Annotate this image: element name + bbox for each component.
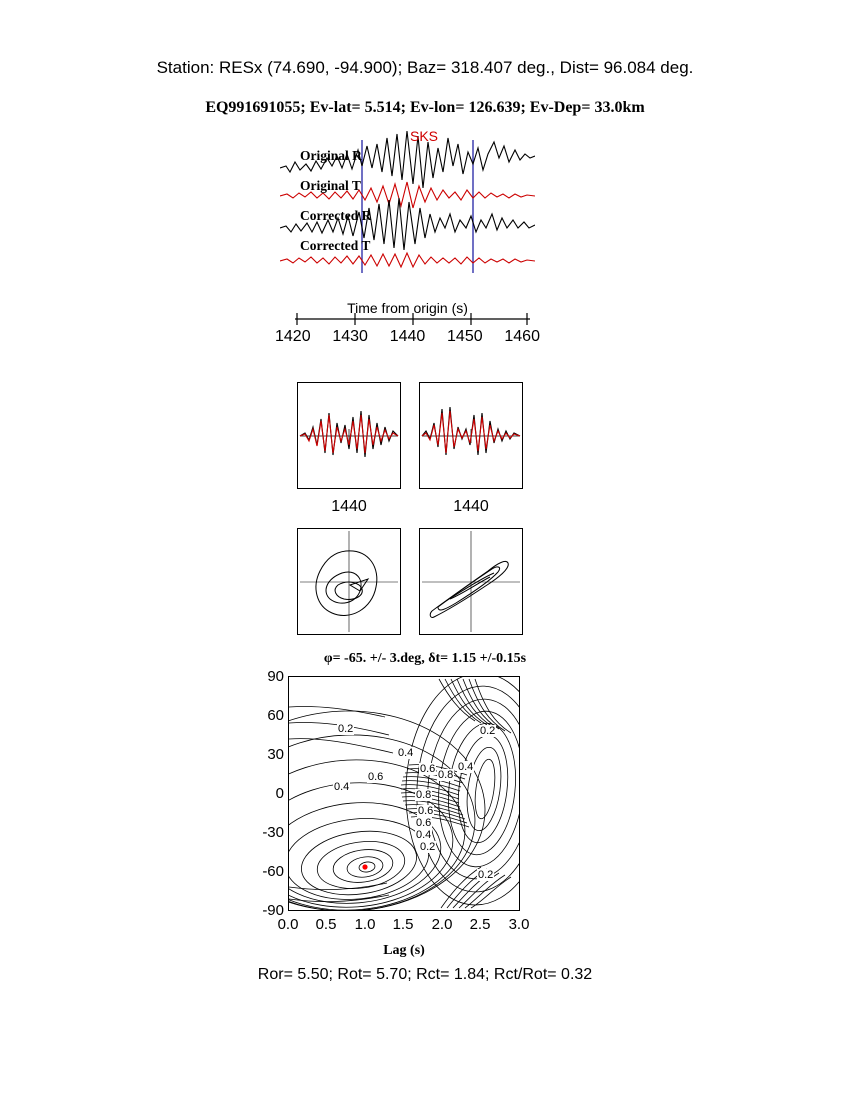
corrected-window-left-plot xyxy=(298,383,400,488)
contour-label-14: 0.2 xyxy=(478,869,494,881)
y-tick-90: 90 xyxy=(267,668,284,685)
contour-plot xyxy=(288,676,520,911)
time-tick-2: 1440 xyxy=(389,328,426,345)
contour-label-7: 0.8 xyxy=(438,769,454,781)
contour-label-5: 0.2 xyxy=(480,725,496,737)
contour-xlabel: Lag (s) xyxy=(383,943,425,958)
time-axis xyxy=(275,300,540,360)
x-tick-1: 0.5 xyxy=(315,916,337,933)
contour-label-4: 0.4 xyxy=(458,761,474,773)
contour-label-8: 0.6 xyxy=(418,805,434,817)
time-tick-0: 1420 xyxy=(275,328,311,345)
corrected-window-right-plot xyxy=(420,383,522,488)
contour-label-9: 0.4 xyxy=(334,781,350,793)
contour-label-6: 0.6 xyxy=(420,763,436,775)
particle-motion-after-panel xyxy=(419,528,523,635)
y-tick-30: 30 xyxy=(267,746,284,763)
contour-label-1: 0.2 xyxy=(338,723,354,735)
particle-motion-before-panel xyxy=(297,528,401,635)
time-axis-label: Time from origin (s) xyxy=(347,300,468,316)
trace-corrected-t xyxy=(280,253,535,267)
minimum-marker xyxy=(362,864,367,869)
time-tick-4: 1460 xyxy=(504,328,540,345)
waveform-panel xyxy=(280,128,535,318)
phase-label-sks: SKS xyxy=(410,128,439,144)
particle-motion-after-plot xyxy=(420,529,522,634)
corrected-window-left-panel xyxy=(297,382,401,489)
contour-label-10: 0.8 xyxy=(416,789,432,801)
footer-stats: Ror= 5.50; Rot= 5.70; Rct= 1.84; Rct/Rot= 0.32 xyxy=(257,966,593,983)
contour-x-tick-labels xyxy=(258,916,550,936)
waveform-label-corrected-r: Corrected R xyxy=(300,208,372,223)
corrected-window-left-caption: 1440 xyxy=(331,498,367,515)
corrected-window-right-caption: 1440 xyxy=(453,498,489,515)
x-tick-3: 1.5 xyxy=(392,916,414,933)
x-tick-5: 2.5 xyxy=(469,916,491,933)
event-subtitle: EQ991691055; Ev-lat= 5.514; Ev-lon= 126.639; Ev-Dep= 33.0km xyxy=(205,99,645,116)
contour-label-2: 0.4 xyxy=(398,747,414,759)
y-tick-m30: -30 xyxy=(262,824,284,841)
x-tick-4: 2.0 xyxy=(431,916,453,933)
y-tick-60: 60 xyxy=(267,707,284,724)
x-tick-2: 1.0 xyxy=(354,916,376,933)
waveform-label-original-r: Original R xyxy=(300,148,362,163)
y-tick-0: 0 xyxy=(275,785,284,802)
contour-title: φ= -65. +/- 3.deg, δt= 1.15 +/-0.15s xyxy=(323,651,527,666)
corrected-window-right-panel xyxy=(419,382,523,489)
time-tick-3: 1450 xyxy=(447,328,483,345)
page-title: Station: RESx (74.690, -94.900); Baz= 318.407 deg., Dist= 96.084 deg. xyxy=(156,58,694,77)
x-tick-6: 3.0 xyxy=(508,916,530,933)
waveform-label-original-t: Original T xyxy=(300,178,361,193)
contour-y-tick-labels xyxy=(244,668,284,919)
time-axis-tick-labels xyxy=(275,328,540,346)
contour-label-12: 0.4 xyxy=(416,829,432,841)
y-tick-m60: -60 xyxy=(262,863,284,880)
contour-label-3: 0.6 xyxy=(368,771,384,783)
waveform-label-corrected-t: Corrected T xyxy=(300,238,371,253)
time-tick-1: 1430 xyxy=(332,328,368,345)
particle-motion-before-plot xyxy=(298,529,400,634)
time-axis-ticks xyxy=(275,312,540,326)
contour-label-11: 0.6 xyxy=(416,817,432,829)
contour-label-13: 0.2 xyxy=(420,841,436,853)
x-tick-0: 0.0 xyxy=(277,916,299,933)
y-tick-m90: -90 xyxy=(262,902,284,919)
